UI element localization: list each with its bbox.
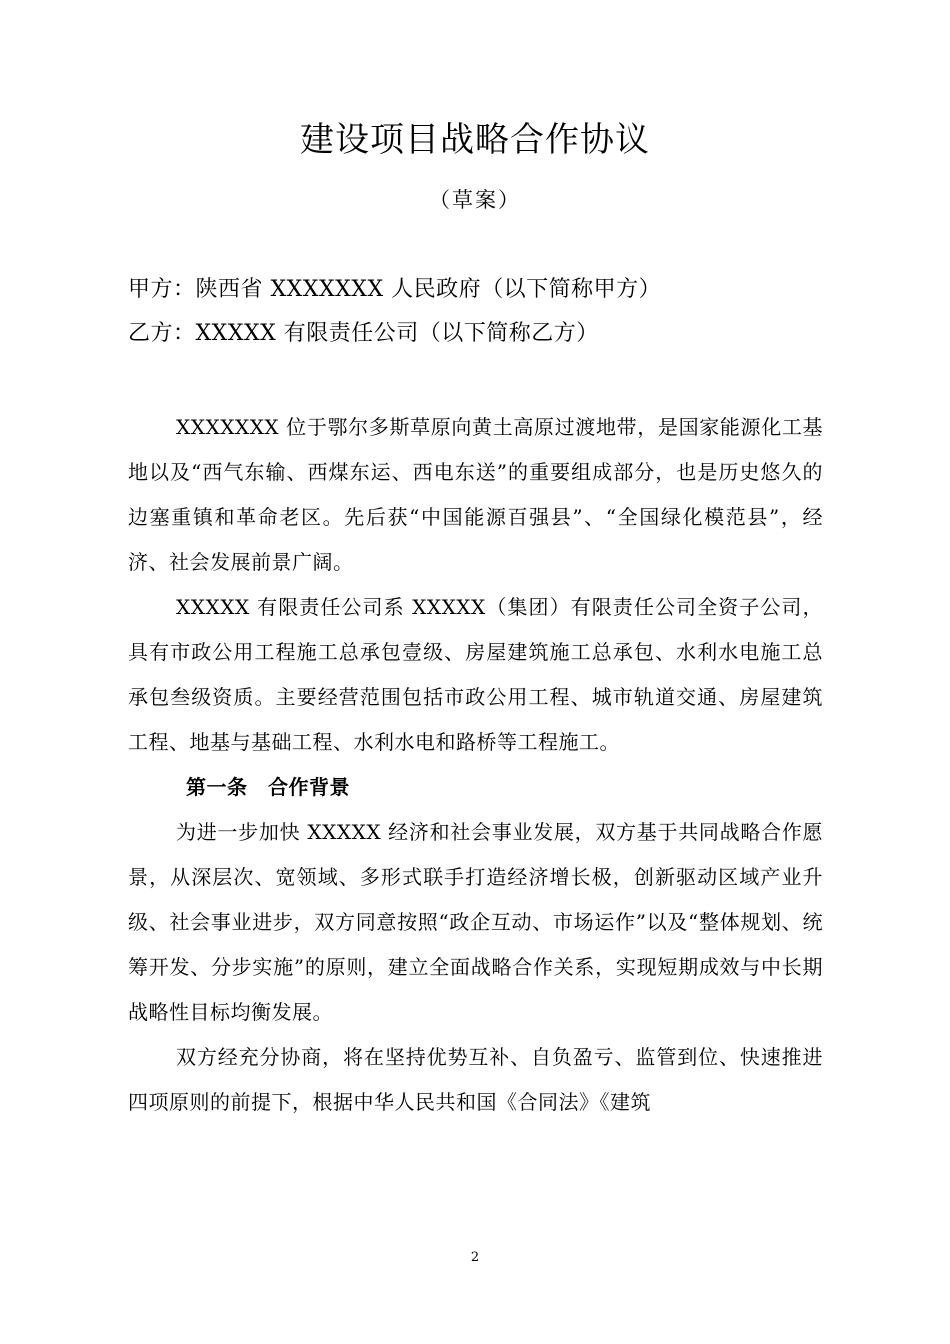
document-subtitle: （草案）: [429, 188, 521, 212]
document-title: 建设项目战略合作协议: [300, 120, 650, 160]
page-number: 2: [470, 1250, 480, 1265]
party-b: 乙方：XXXXX 有限责任公司（以下简称乙方）: [128, 321, 599, 346]
section-heading: 第一条 合作背景: [186, 775, 350, 799]
paragraph-intro-company: XXXXX 有限责任公司系 XXXXX（集团）有限责任公司全资子公司，具有市政公用工程施工总承包壹级、房屋建筑施工总承包、水利水电施工总承包叁级资质。主要经营范围包括市政公用工程、城市轨道交通、房屋建筑工程、地基与基础工程、水利水电和路桥等工程施工。: [128, 595, 823, 754]
party-a: 甲方：陕西省 XXXXXXX 人民政府（以下简称甲方）: [128, 277, 662, 302]
document-body: [128, 405, 823, 1125]
paragraph-section-1: 为进一步加快 XXXXX 经济和社会事业发展，双方基于共同战略合作愿景，从深层次、宽领域、多形式联手打造经济增长极，创新驱动区域产业升级、社会事业进步，双方同意按照“政企互动、市场运作”以及“整体规划、统筹开发、分步实施”的原则，建立全面战略合作关系，实现短期成效与中长期战略性目标均衡发展。: [128, 820, 823, 1024]
paragraph-section-2: 双方经充分协商，将在坚持优势互补、自负盈亏、监管到位、快速推进四项原则的前提下，根据中华人民共和国《合同法》《建筑: [128, 1045, 823, 1114]
paragraph-intro-county: XXXXXXX 位于鄂尔多斯草原向黄土高原过渡地带，是国家能源化工基地以及“西气东输、西煤东运、西电东送”的重要组成部分，也是历史悠久的边塞重镇和革命老区。先后获“中国能源百强县”、“全国绿化模范县”，经济、社会发展前景广阔。: [128, 415, 823, 574]
